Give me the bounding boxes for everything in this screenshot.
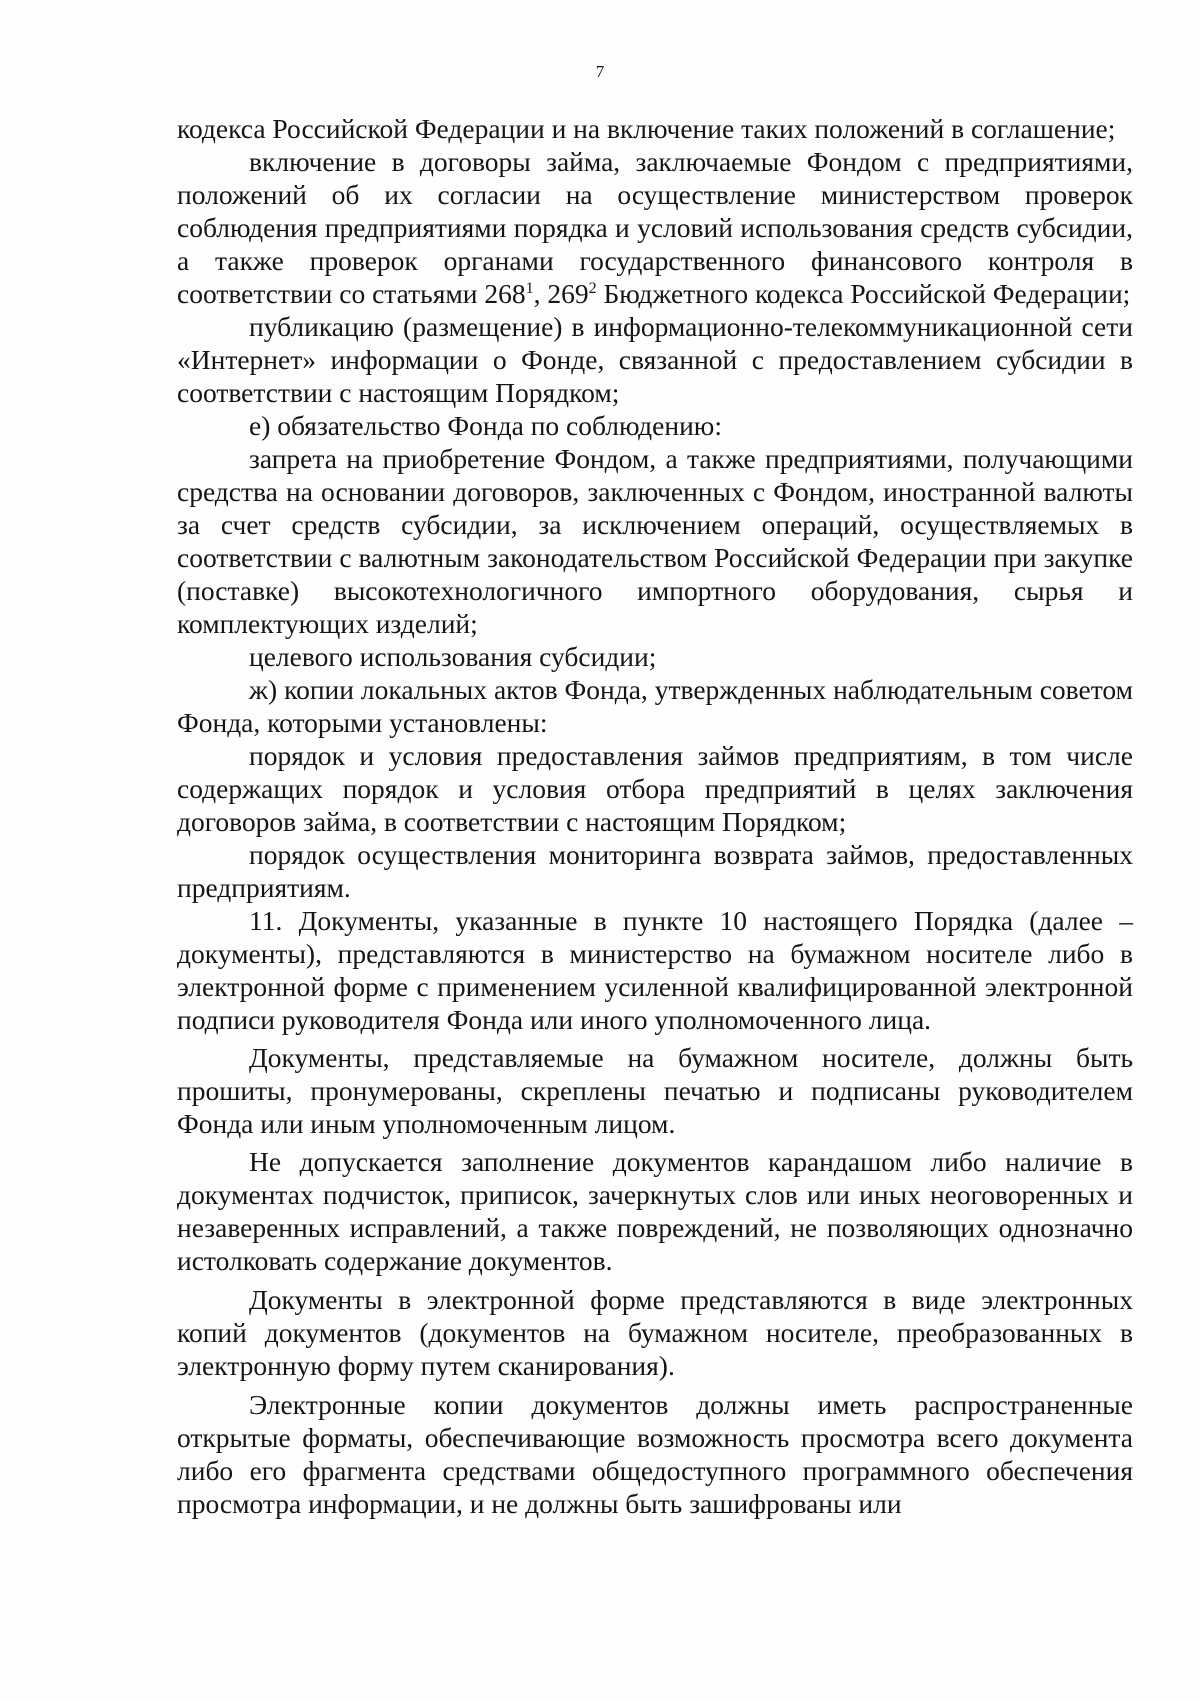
paragraph-no-corrections: Не допускается заполнение документов карандашом либо наличие в документах подчисток, приписок, зачеркнутых слов или иных неоговоренных и незаверенных исправлений, а также повреждений, не позволяющих однозначно истолковать содержание документов. <box>177 1146 1133 1276</box>
paragraph-text: Бюджетного кодекса Российской Федерации; <box>596 278 1131 309</box>
paragraph-target-use: целевого использования субсидии; <box>249 641 657 672</box>
paragraph-publication: публикацию (размещение) в информационно-телекоммуникационной сети «Интернет» информации о Фонде, связанной с предоставлением субсидии в соответствии с настоящим Порядком; <box>177 311 1133 408</box>
paragraph-item-zh: ж) копии локальных актов Фонда, утвержденных наблюдательным советом Фонда, которыми установлены: <box>177 674 1133 738</box>
paragraph-currency-ban: запрета на приобретение Фондом, а также предприятиями, получающими средства на основании договоров, заключенных с Фондом, иностранной валюты за счет средств субсидии, за исключением операций, осуществляемых в соответствии с валютным законодательством Российской Федерации при закупке (поставке) высокотехнологичного импортного оборудования, сырья и комплектующих изделий; <box>177 443 1133 639</box>
paragraph-continuation: кодекса Российской Федерации и на включение таких положений в соглашение; <box>177 113 1116 144</box>
page-number: 7 <box>595 62 605 81</box>
document-body <box>177 112 1133 1520</box>
paragraph-item-11: 11. Документы, указанные в пункте 10 настоящего Порядка (далее – документы), представляются в министерство на бумажном носителе либо в электронной форме с применением усиленной квалифицированной электронной подписи руководителя Фонда или иного уполномоченного лица. <box>177 905 1133 1035</box>
paragraph-paper-documents: Документы, представляемые на бумажном носителе, должны быть прошиты, пронумерованы, скреплены печатью и подписаны руководителем Фонда или иным уполномоченным лицом. <box>177 1042 1133 1139</box>
paragraph-electronic-copies: Электронные копии документов должны иметь распространенные открытые форматы, обеспечивающие возможность просмотра всего документа либо его фрагмента средствами общедоступного программного обеспечения просмотра информации, и не должны быть зашифрованы или <box>177 1389 1133 1519</box>
superscript: 1 <box>525 279 534 297</box>
paragraph-electronic-form: Документы в электронной форме представляются в виде электронных копий документов (документов на бумажном носителе, преобразованных в электронную форму путем сканирования). <box>177 1284 1133 1381</box>
paragraph-item-e: е) обязательство Фонда по соблюдению: <box>249 410 722 441</box>
paragraph-text: , 269 <box>533 278 589 309</box>
paragraph-monitoring: порядок осуществления мониторинга возврата займов, предоставленных предприятиям. <box>177 839 1133 903</box>
paragraph-loan-procedure: порядок и условия предоставления займов предприятиям, в том числе содержащих порядок и условия отбора предприятий в целях заключения договоров займа, в соответствии с настоящим Порядком; <box>177 740 1133 837</box>
paragraph-text: включение в договоры займа, заключаемые Фондом с предприятиями, положений об их согласии на осуществление министерством проверок соблюдения предприятиями порядка и условий использования средств субсидии, а также проверок органами государственного финансового контроля в соответствии со статьями 268 <box>177 146 1133 309</box>
superscript: 2 <box>588 279 597 297</box>
paragraph-loan-agreements <box>177 145 1133 310</box>
